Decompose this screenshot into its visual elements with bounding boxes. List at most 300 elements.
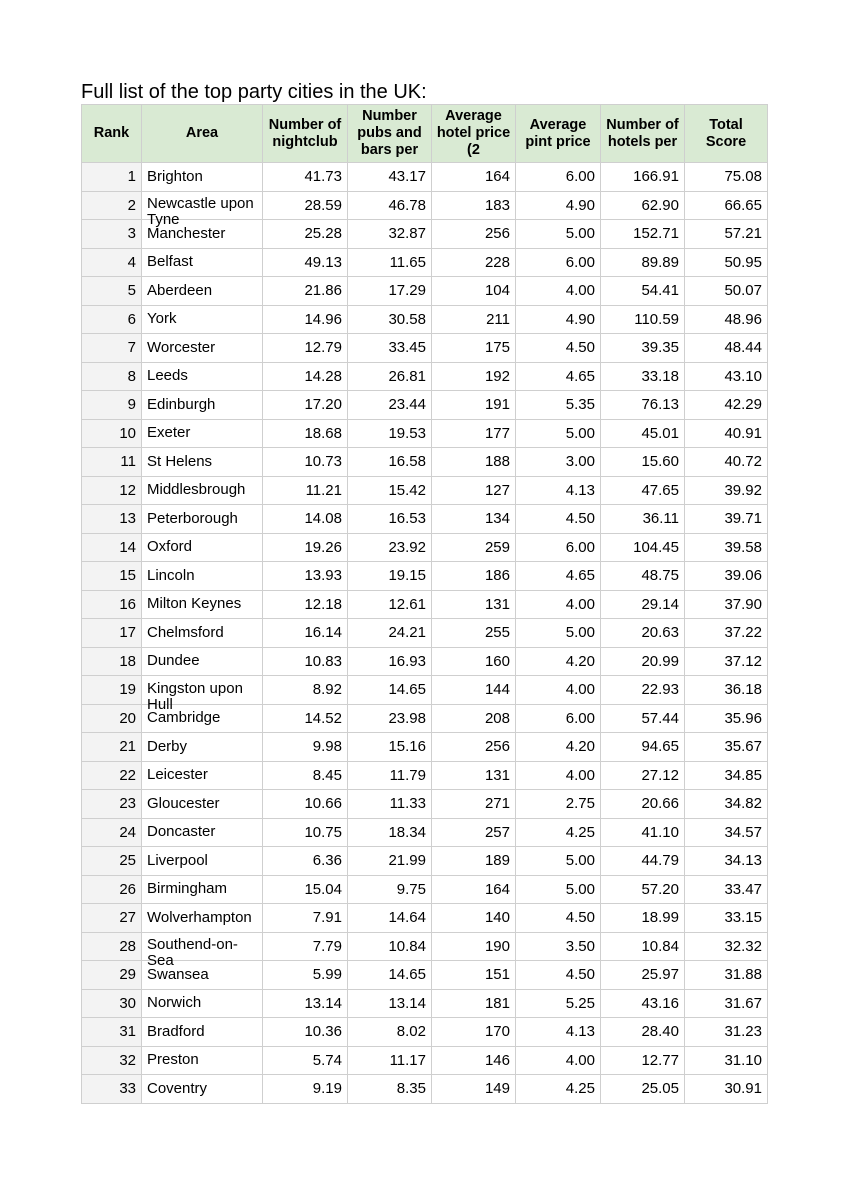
hotels-cell[interactable]: 20.66 [601, 790, 685, 819]
area-name: Exeter [147, 424, 191, 442]
total-score-cell[interactable]: 43.10 [685, 362, 768, 391]
rank-cell[interactable]: 15 [82, 562, 142, 591]
rank-cell[interactable]: 9 [82, 391, 142, 420]
pint-price-cell[interactable]: 4.65 [516, 562, 601, 591]
nightclubs-cell[interactable]: 10.75 [263, 818, 348, 847]
column-header-hotel-price[interactable]: Average hotel price (2 [432, 105, 516, 163]
table-row [82, 1075, 768, 1104]
pint-price-cell[interactable]: 6.00 [516, 163, 601, 192]
pubs-bars-cell[interactable]: 23.92 [348, 533, 432, 562]
pubs-bars-cell[interactable]: 14.65 [348, 676, 432, 705]
total-score-cell[interactable]: 39.92 [685, 476, 768, 505]
hotel-price-cell[interactable]: 256 [432, 733, 516, 762]
nightclubs-cell[interactable]: 5.74 [263, 1046, 348, 1075]
rank-cell[interactable]: 16 [82, 590, 142, 619]
hotel-price-cell[interactable]: 160 [432, 647, 516, 676]
pubs-bars-cell[interactable]: 23.98 [348, 704, 432, 733]
area-name: Coventry [147, 1079, 208, 1097]
pint-price-cell[interactable]: 4.00 [516, 590, 601, 619]
area-name: Liverpool [147, 851, 208, 869]
pint-price-cell[interactable]: 4.50 [516, 334, 601, 363]
hotel-price-cell[interactable]: 164 [432, 163, 516, 192]
hotels-cell[interactable]: 25.97 [601, 961, 685, 990]
pubs-bars-cell[interactable]: 17.29 [348, 277, 432, 306]
table-row [82, 505, 768, 534]
hotels-cell[interactable]: 54.41 [601, 277, 685, 306]
rank-cell[interactable]: 29 [82, 961, 142, 990]
hotels-cell[interactable]: 20.99 [601, 647, 685, 676]
rank-cell[interactable]: 28 [82, 932, 142, 961]
rank-cell[interactable]: 20 [82, 704, 142, 733]
total-score-cell[interactable]: 48.96 [685, 305, 768, 334]
nightclubs-cell[interactable]: 49.13 [263, 248, 348, 277]
total-score-cell[interactable]: 39.58 [685, 533, 768, 562]
nightclubs-cell[interactable]: 11.21 [263, 476, 348, 505]
hotel-price-cell[interactable]: 211 [432, 305, 516, 334]
hotels-cell[interactable]: 152.71 [601, 220, 685, 249]
column-header-rank[interactable]: Rank [82, 105, 142, 163]
pubs-bars-cell[interactable]: 12.61 [348, 590, 432, 619]
nightclubs-cell[interactable]: 5.99 [263, 961, 348, 990]
pubs-bars-cell[interactable]: 19.15 [348, 562, 432, 591]
pubs-bars-cell[interactable]: 11.79 [348, 761, 432, 790]
total-score-cell[interactable]: 31.67 [685, 989, 768, 1018]
pint-price-cell[interactable]: 4.13 [516, 476, 601, 505]
pint-price-cell[interactable]: 5.00 [516, 220, 601, 249]
hotel-price-cell[interactable]: 127 [432, 476, 516, 505]
pubs-bars-cell[interactable]: 21.99 [348, 847, 432, 876]
pubs-bars-cell[interactable]: 32.87 [348, 220, 432, 249]
rank-cell[interactable]: 4 [82, 248, 142, 277]
hotel-price-cell[interactable]: 140 [432, 904, 516, 933]
total-score-cell[interactable]: 30.91 [685, 1075, 768, 1104]
rank-cell[interactable]: 12 [82, 476, 142, 505]
pubs-bars-cell[interactable]: 13.14 [348, 989, 432, 1018]
rank-cell[interactable]: 22 [82, 761, 142, 790]
area-cell[interactable] [142, 476, 263, 505]
hotels-cell[interactable]: 12.77 [601, 1046, 685, 1075]
pubs-bars-cell[interactable]: 9.75 [348, 875, 432, 904]
hotel-price-cell[interactable]: 190 [432, 932, 516, 961]
area-cell[interactable] [142, 1018, 263, 1047]
table-row [82, 163, 768, 192]
pint-price-cell[interactable]: 5.00 [516, 419, 601, 448]
rank-cell[interactable]: 31 [82, 1018, 142, 1047]
rank-cell[interactable]: 21 [82, 733, 142, 762]
area-cell[interactable] [142, 419, 263, 448]
nightclubs-cell[interactable]: 25.28 [263, 220, 348, 249]
rank-cell[interactable]: 25 [82, 847, 142, 876]
rank-cell[interactable]: 2 [82, 191, 142, 220]
pint-price-cell[interactable]: 5.00 [516, 619, 601, 648]
area-cell[interactable] [142, 1075, 263, 1104]
nightclubs-cell[interactable]: 17.20 [263, 391, 348, 420]
area-cell[interactable] [142, 590, 263, 619]
rank-cell[interactable]: 23 [82, 790, 142, 819]
nightclubs-cell[interactable]: 14.08 [263, 505, 348, 534]
hotel-price-cell[interactable]: 151 [432, 961, 516, 990]
nightclubs-cell[interactable]: 13.93 [263, 562, 348, 591]
hotels-cell[interactable]: 104.45 [601, 533, 685, 562]
hotel-price-cell[interactable]: 228 [432, 248, 516, 277]
hotels-cell[interactable]: 44.79 [601, 847, 685, 876]
rank-cell[interactable]: 33 [82, 1075, 142, 1104]
pubs-bars-cell[interactable]: 10.84 [348, 932, 432, 961]
pint-price-cell[interactable]: 4.20 [516, 647, 601, 676]
rank-cell[interactable]: 5 [82, 277, 142, 306]
pint-price-cell[interactable]: 5.00 [516, 875, 601, 904]
area-cell[interactable] [142, 790, 263, 819]
hotel-price-cell[interactable]: 175 [432, 334, 516, 363]
pint-price-cell[interactable]: 5.00 [516, 847, 601, 876]
hotels-cell[interactable]: 27.12 [601, 761, 685, 790]
total-score-cell[interactable]: 39.71 [685, 505, 768, 534]
total-score-cell[interactable]: 50.95 [685, 248, 768, 277]
hotel-price-cell[interactable]: 255 [432, 619, 516, 648]
total-score-cell[interactable]: 66.65 [685, 191, 768, 220]
area-name: Newcastle upon Tyne [147, 195, 254, 229]
rank-cell[interactable]: 11 [82, 448, 142, 477]
column-header-nightclubs[interactable]: Number of nightclub [263, 105, 348, 163]
area-cell[interactable] [142, 391, 263, 420]
area-cell[interactable] [142, 305, 263, 334]
hotels-cell[interactable]: 47.65 [601, 476, 685, 505]
area-name: Chelmsford [147, 623, 224, 641]
pint-price-cell[interactable]: 4.90 [516, 305, 601, 334]
pint-price-cell[interactable]: 4.00 [516, 761, 601, 790]
hotel-price-cell[interactable]: 189 [432, 847, 516, 876]
pint-price-cell[interactable]: 4.00 [516, 676, 601, 705]
hotel-price-cell[interactable]: 183 [432, 191, 516, 220]
nightclubs-cell[interactable]: 19.26 [263, 533, 348, 562]
total-score-cell[interactable]: 33.47 [685, 875, 768, 904]
nightclubs-cell[interactable]: 10.83 [263, 647, 348, 676]
hotels-cell[interactable]: 10.84 [601, 932, 685, 961]
pint-price-cell[interactable]: 4.13 [516, 1018, 601, 1047]
pint-price-cell[interactable]: 5.25 [516, 989, 601, 1018]
hotel-price-cell[interactable]: 186 [432, 562, 516, 591]
pubs-bars-cell[interactable]: 11.65 [348, 248, 432, 277]
area-cell[interactable] [142, 676, 263, 713]
hotels-cell[interactable]: 94.65 [601, 733, 685, 762]
table-row [82, 448, 768, 477]
area-cell[interactable] [142, 533, 263, 562]
pubs-bars-cell[interactable]: 14.64 [348, 904, 432, 933]
hotel-price-cell[interactable]: 146 [432, 1046, 516, 1075]
nightclubs-cell[interactable]: 9.19 [263, 1075, 348, 1104]
table-row [82, 904, 768, 933]
pubs-bars-cell[interactable]: 16.53 [348, 505, 432, 534]
total-score-cell[interactable]: 34.13 [685, 847, 768, 876]
area-cell[interactable] [142, 277, 263, 306]
hotels-cell[interactable]: 22.93 [601, 676, 685, 705]
pubs-bars-cell[interactable]: 18.34 [348, 818, 432, 847]
table-row [82, 761, 768, 790]
table-row [82, 305, 768, 334]
hotel-price-cell[interactable]: 164 [432, 875, 516, 904]
hotels-cell[interactable]: 166.91 [601, 163, 685, 192]
column-header-pubs-bars[interactable]: Number pubs and bars per [348, 105, 432, 163]
hotel-price-cell[interactable]: 188 [432, 448, 516, 477]
hotel-price-cell[interactable]: 208 [432, 704, 516, 733]
area-name: Preston [147, 1051, 199, 1069]
area-name: Bradford [147, 1022, 205, 1040]
total-score-cell[interactable]: 37.90 [685, 590, 768, 619]
column-header-total-score[interactable]: Total Score [685, 105, 768, 163]
pubs-bars-cell[interactable]: 8.02 [348, 1018, 432, 1047]
rank-cell[interactable]: 8 [82, 362, 142, 391]
area-cell[interactable] [142, 704, 263, 733]
hotel-price-cell[interactable]: 256 [432, 220, 516, 249]
rank-cell[interactable]: 32 [82, 1046, 142, 1075]
rank-cell[interactable]: 7 [82, 334, 142, 363]
pint-price-cell[interactable]: 6.00 [516, 248, 601, 277]
party-cities-table [81, 104, 768, 1104]
table-row [82, 476, 768, 505]
pubs-bars-cell[interactable]: 30.58 [348, 305, 432, 334]
pint-price-cell[interactable]: 4.25 [516, 818, 601, 847]
table-row [82, 562, 768, 591]
total-score-cell[interactable]: 48.44 [685, 334, 768, 363]
rank-cell[interactable]: 13 [82, 505, 142, 534]
area-cell[interactable] [142, 761, 263, 790]
rank-cell[interactable]: 10 [82, 419, 142, 448]
pint-price-cell[interactable]: 2.75 [516, 790, 601, 819]
nightclubs-cell[interactable]: 16.14 [263, 619, 348, 648]
area-cell[interactable] [142, 932, 263, 970]
hotel-price-cell[interactable]: 149 [432, 1075, 516, 1104]
pubs-bars-cell[interactable]: 26.81 [348, 362, 432, 391]
nightclubs-cell[interactable]: 14.96 [263, 305, 348, 334]
total-score-cell[interactable]: 31.88 [685, 961, 768, 990]
area-cell[interactable] [142, 505, 263, 534]
nightclubs-cell[interactable]: 10.66 [263, 790, 348, 819]
hotel-price-cell[interactable]: 271 [432, 790, 516, 819]
hotels-cell[interactable]: 89.89 [601, 248, 685, 277]
nightclubs-cell[interactable]: 8.45 [263, 761, 348, 790]
area-cell[interactable] [142, 1046, 263, 1075]
total-score-cell[interactable]: 31.10 [685, 1046, 768, 1075]
pubs-bars-cell[interactable]: 33.45 [348, 334, 432, 363]
hotel-price-cell[interactable]: 144 [432, 676, 516, 705]
total-score-cell[interactable]: 37.12 [685, 647, 768, 676]
hotels-cell[interactable]: 57.20 [601, 875, 685, 904]
hotels-cell[interactable]: 57.44 [601, 704, 685, 733]
hotels-cell[interactable]: 45.01 [601, 419, 685, 448]
hotels-cell[interactable]: 29.14 [601, 590, 685, 619]
pint-price-cell[interactable]: 4.90 [516, 191, 601, 220]
total-score-cell[interactable]: 50.07 [685, 277, 768, 306]
area-cell[interactable] [142, 904, 263, 933]
area-cell[interactable] [142, 362, 263, 391]
rank-cell[interactable]: 18 [82, 647, 142, 676]
pubs-bars-cell[interactable]: 24.21 [348, 619, 432, 648]
area-cell[interactable] [142, 619, 263, 648]
hotel-price-cell[interactable]: 191 [432, 391, 516, 420]
nightclubs-cell[interactable]: 7.79 [263, 932, 348, 961]
area-cell[interactable] [142, 334, 263, 363]
area-cell[interactable] [142, 847, 263, 876]
table-row [82, 961, 768, 990]
nightclubs-cell[interactable]: 15.04 [263, 875, 348, 904]
hotels-cell[interactable]: 15.60 [601, 448, 685, 477]
total-score-cell[interactable]: 40.72 [685, 448, 768, 477]
area-cell[interactable] [142, 562, 263, 591]
rank-cell[interactable]: 24 [82, 818, 142, 847]
rank-cell[interactable]: 27 [82, 904, 142, 933]
total-score-cell[interactable]: 33.15 [685, 904, 768, 933]
rank-cell[interactable]: 30 [82, 989, 142, 1018]
rank-cell[interactable]: 17 [82, 619, 142, 648]
hotel-price-cell[interactable]: 170 [432, 1018, 516, 1047]
hotel-price-cell[interactable]: 192 [432, 362, 516, 391]
total-score-cell[interactable]: 42.29 [685, 391, 768, 420]
nightclubs-cell[interactable]: 28.59 [263, 191, 348, 220]
pubs-bars-cell[interactable]: 11.33 [348, 790, 432, 819]
rank-cell[interactable]: 19 [82, 676, 142, 705]
area-name: Manchester [147, 224, 226, 242]
table-row [82, 590, 768, 619]
pubs-bars-cell[interactable]: 8.35 [348, 1075, 432, 1104]
nightclubs-cell[interactable]: 9.98 [263, 733, 348, 762]
hotels-cell[interactable]: 48.75 [601, 562, 685, 591]
column-header-hotels[interactable]: Number of hotels per [601, 105, 685, 163]
hotels-cell[interactable]: 43.16 [601, 989, 685, 1018]
pubs-bars-cell[interactable]: 14.65 [348, 961, 432, 990]
pubs-bars-cell[interactable]: 16.93 [348, 647, 432, 676]
total-score-cell[interactable]: 34.85 [685, 761, 768, 790]
hotel-price-cell[interactable]: 104 [432, 277, 516, 306]
hotel-price-cell[interactable]: 257 [432, 818, 516, 847]
rank-cell[interactable]: 6 [82, 305, 142, 334]
hotels-cell[interactable]: 33.18 [601, 362, 685, 391]
hotel-price-cell[interactable]: 131 [432, 761, 516, 790]
pubs-bars-cell[interactable]: 15.16 [348, 733, 432, 762]
area-name: Swansea [147, 965, 209, 983]
nightclubs-cell[interactable]: 10.36 [263, 1018, 348, 1047]
pubs-bars-cell[interactable]: 23.44 [348, 391, 432, 420]
nightclubs-cell[interactable]: 8.92 [263, 676, 348, 705]
table-row [82, 875, 768, 904]
hotels-cell[interactable]: 110.59 [601, 305, 685, 334]
nightclubs-cell[interactable]: 6.36 [263, 847, 348, 876]
column-header-pint-price[interactable]: Average pint price [516, 105, 601, 163]
nightclubs-cell[interactable]: 14.28 [263, 362, 348, 391]
area-cell[interactable] [142, 163, 263, 192]
nightclubs-cell[interactable]: 10.73 [263, 448, 348, 477]
table-row [82, 647, 768, 676]
rank-cell[interactable]: 3 [82, 220, 142, 249]
hotels-cell[interactable]: 36.11 [601, 505, 685, 534]
total-score-cell[interactable]: 34.57 [685, 818, 768, 847]
hotels-cell[interactable]: 41.10 [601, 818, 685, 847]
column-header-area[interactable]: Area [142, 105, 263, 163]
hotels-cell[interactable]: 62.90 [601, 191, 685, 220]
total-score-cell[interactable]: 35.67 [685, 733, 768, 762]
area-name: Aberdeen [147, 281, 213, 299]
hotels-cell[interactable]: 18.99 [601, 904, 685, 933]
pint-price-cell[interactable]: 4.00 [516, 277, 601, 306]
nightclubs-cell[interactable]: 14.52 [263, 704, 348, 733]
table-row [82, 220, 768, 249]
hotel-price-cell[interactable]: 134 [432, 505, 516, 534]
pubs-bars-cell[interactable]: 11.17 [348, 1046, 432, 1075]
pubs-bars-cell[interactable]: 15.42 [348, 476, 432, 505]
total-score-cell[interactable]: 35.96 [685, 704, 768, 733]
pint-price-cell[interactable]: 4.65 [516, 362, 601, 391]
hotels-cell[interactable]: 39.35 [601, 334, 685, 363]
pint-price-cell[interactable]: 4.50 [516, 904, 601, 933]
hotel-price-cell[interactable]: 259 [432, 533, 516, 562]
pubs-bars-cell[interactable]: 46.78 [348, 191, 432, 220]
nightclubs-cell[interactable]: 12.18 [263, 590, 348, 619]
nightclubs-cell[interactable]: 41.73 [263, 163, 348, 192]
total-score-cell[interactable]: 34.82 [685, 790, 768, 819]
nightclubs-cell[interactable]: 18.68 [263, 419, 348, 448]
nightclubs-cell[interactable]: 7.91 [263, 904, 348, 933]
total-score-cell[interactable]: 31.23 [685, 1018, 768, 1047]
pint-price-cell[interactable]: 4.00 [516, 1046, 601, 1075]
pubs-bars-cell[interactable]: 16.58 [348, 448, 432, 477]
area-cell[interactable] [142, 875, 263, 904]
hotel-price-cell[interactable]: 177 [432, 419, 516, 448]
pint-price-cell[interactable]: 5.35 [516, 391, 601, 420]
pint-price-cell[interactable]: 6.00 [516, 704, 601, 733]
pint-price-cell[interactable]: 3.50 [516, 932, 601, 961]
total-score-cell[interactable]: 32.32 [685, 932, 768, 961]
total-score-cell[interactable]: 37.22 [685, 619, 768, 648]
area-name: York [147, 310, 177, 328]
hotels-cell[interactable]: 28.40 [601, 1018, 685, 1047]
table-row [82, 733, 768, 762]
total-score-cell[interactable]: 57.21 [685, 220, 768, 249]
table-row [82, 790, 768, 819]
pint-price-cell[interactable]: 4.25 [516, 1075, 601, 1104]
rank-cell[interactable]: 14 [82, 533, 142, 562]
total-score-cell[interactable]: 36.18 [685, 676, 768, 705]
rank-cell[interactable]: 1 [82, 163, 142, 192]
total-score-cell[interactable]: 39.06 [685, 562, 768, 591]
nightclubs-cell[interactable]: 12.79 [263, 334, 348, 363]
area-name: Middlesbrough [147, 481, 246, 499]
area-cell[interactable] [142, 818, 263, 847]
pint-price-cell[interactable]: 4.50 [516, 505, 601, 534]
area-cell[interactable] [142, 733, 263, 762]
hotel-price-cell[interactable]: 181 [432, 989, 516, 1018]
hotels-cell[interactable]: 25.05 [601, 1075, 685, 1104]
nightclubs-cell[interactable]: 21.86 [263, 277, 348, 306]
area-cell[interactable] [142, 989, 263, 1018]
area-cell[interactable] [142, 191, 263, 229]
pint-price-cell[interactable]: 3.00 [516, 448, 601, 477]
table-row [82, 391, 768, 420]
pint-price-cell[interactable]: 6.00 [516, 533, 601, 562]
nightclubs-cell[interactable]: 13.14 [263, 989, 348, 1018]
hotels-cell[interactable]: 20.63 [601, 619, 685, 648]
hotel-price-cell[interactable]: 131 [432, 590, 516, 619]
pubs-bars-cell[interactable]: 43.17 [348, 163, 432, 192]
pint-price-cell[interactable]: 4.50 [516, 961, 601, 990]
total-score-cell[interactable]: 40.91 [685, 419, 768, 448]
area-cell[interactable] [142, 448, 263, 477]
rank-cell[interactable]: 26 [82, 875, 142, 904]
pubs-bars-cell[interactable]: 19.53 [348, 419, 432, 448]
area-cell[interactable] [142, 647, 263, 676]
total-score-cell[interactable]: 75.08 [685, 163, 768, 192]
hotels-cell[interactable]: 76.13 [601, 391, 685, 420]
pint-price-cell[interactable]: 4.20 [516, 733, 601, 762]
area-cell[interactable] [142, 248, 263, 277]
